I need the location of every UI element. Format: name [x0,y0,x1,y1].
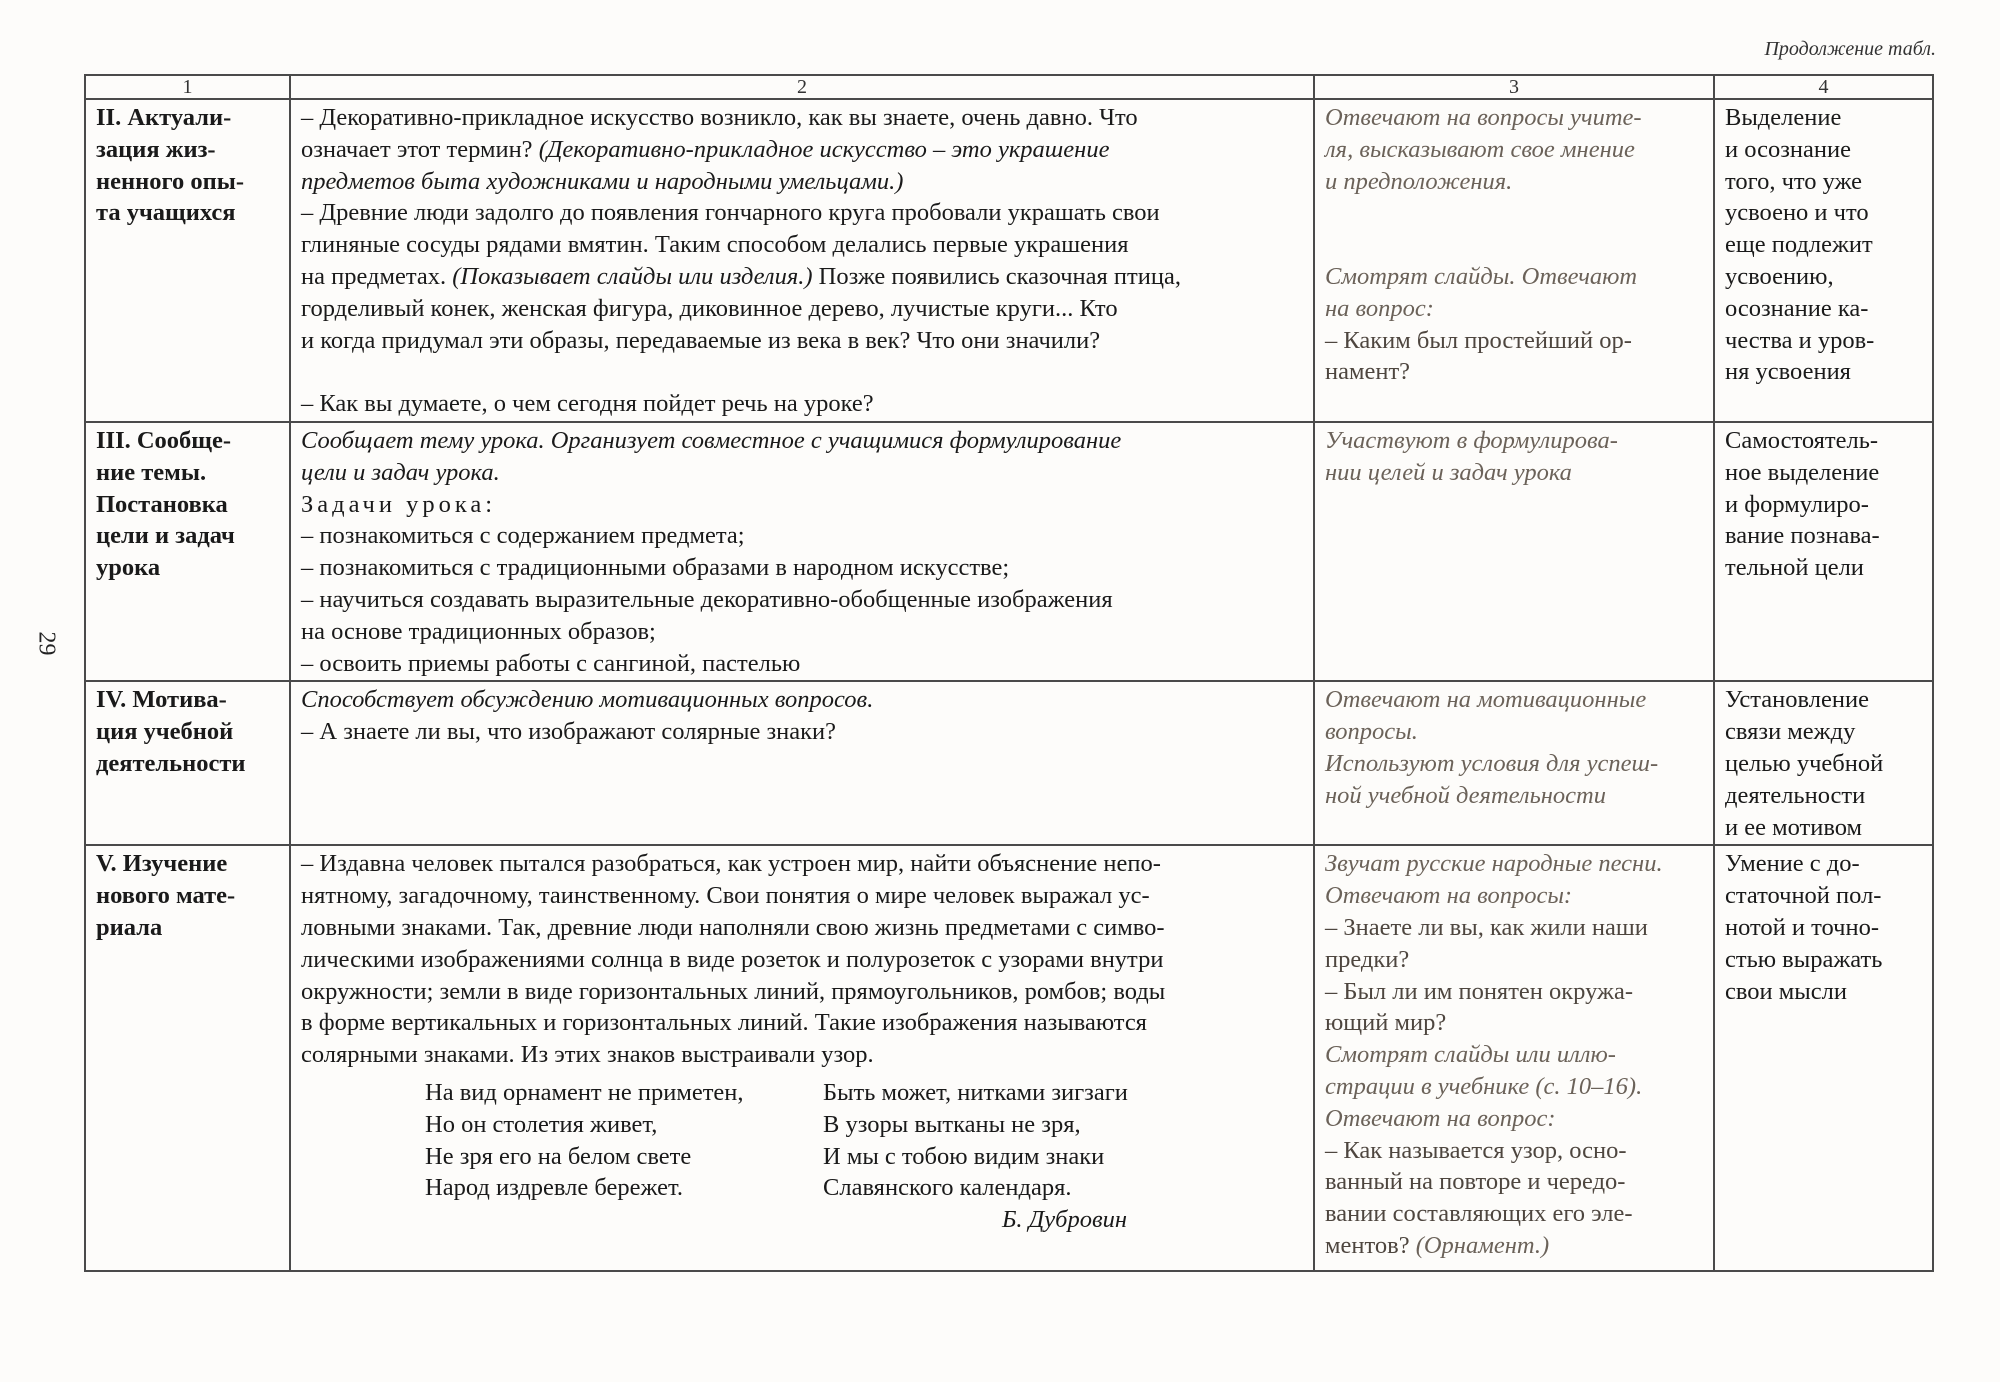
column-number: 1 [85,75,290,99]
column-number: 4 [1714,75,1933,99]
student-line [1325,748,1703,780]
outcome-line: свои мысли [1725,977,1847,1005]
student-line [1325,976,1703,1008]
student-line [1325,1103,1703,1135]
student-line [1325,880,1703,912]
student-activity-cell [1314,845,1714,1271]
teacher-line [301,134,1303,166]
stage-line: деятельности [96,749,246,777]
teacher-line-text: – Древние люди задолго до появления гончарного круга пробовали украшать свои [301,199,1160,227]
stage-line: IV. Мотива- [96,686,227,714]
student-line-text: Используют условия для успеш- [1325,749,1659,777]
student-line-text: вопросы. [1325,718,1418,746]
student-line-text: предки? [1325,945,1410,973]
student-line [1325,457,1703,489]
student-line-text: вании составляющих его эле- [1325,1200,1633,1228]
student-line-text: ля, высказывают свое мнение [1325,135,1635,163]
poem [425,1077,1303,1204]
outcome-line: целью учебной [1725,749,1884,777]
student-line [1325,716,1703,748]
student-line-text: – Был ли им понятен окружа- [1325,977,1633,1005]
teacher-line-text: Способствует обсуждению мотивационных вопросов. [301,686,874,714]
poem-author: Б. Дубровин [1001,1206,1127,1234]
teacher-line-text: – научиться создавать выразительные декоративно-обобщенные изображения [301,585,1113,613]
teacher-line [301,489,1303,521]
teacher-line-text: ловными знаками. Так, древние люди наполняли свою жизнь предметами с симво- [301,913,1165,941]
student-line-text: – Как называется узор, осно- [1325,1136,1627,1164]
page-number: 29 [33,631,60,656]
outcome-line: и формулиро- [1725,490,1869,518]
table-row [85,845,1933,1271]
teacher-line [301,880,1303,912]
student-line [1325,684,1703,716]
column-number: 3 [1314,75,1714,99]
outcome-line: усвоению, [1725,262,1834,290]
teacher-line-text: – А знаете ли вы, что изображают солярные знаки? [301,718,837,746]
outcome-line: осознание ка- [1725,294,1869,322]
learning-outcome-cell [1714,845,1933,1271]
teacher-line-text: лическими изображениями солнца в виде розеток и полурозеток с узорами внутри [301,945,1164,973]
student-line-text: страции в учебнике (с. 10–16). [1325,1072,1643,1100]
teacher-line [301,716,1303,748]
student-line [1325,780,1703,812]
teacher-line-text: – Декоративно-прикладное искусство возникло, как вы знаете, очень давно. Что [301,104,1138,131]
outcome-line: Установление [1725,686,1869,714]
poem-stanza [425,1077,823,1204]
student-line-text: Отвечают на вопрос: [1325,1104,1556,1132]
outcome-line: ня усвоения [1725,358,1851,386]
teacher-line [301,457,1303,489]
poem-line: И мы с тобою видим знаки [823,1142,1105,1170]
student-activity-cell [1314,681,1714,845]
teacher-line [301,293,1303,325]
teacher-line-text: глиняные сосуды рядами вмятин. Таким способом делались первые украшения [301,231,1129,259]
student-line [1325,1135,1703,1167]
lesson-table [84,74,1934,1272]
teacher-line [301,261,1303,293]
student-line-text: Участвуют в формулирова- [1325,426,1618,454]
outcome-line: связи между [1725,718,1856,746]
teacher-line-text: и когда придумал эти образы, передаваемые из века в век? Что они значили? [301,326,1101,354]
teacher-line-text: – познакомиться с содержанием предмета; [301,522,745,550]
learning-outcome-cell [1714,422,1933,681]
outcome-line: чества и уров- [1725,326,1875,354]
student-line [1325,102,1703,134]
table-row [85,99,1933,422]
poem-line: Но он столетия живет, [425,1110,658,1138]
teacher-line-aside: (Декоративно-прикладное искусство – это украшение [538,135,1110,163]
teacher-line [301,388,1303,420]
outcome-line: деятельности [1725,781,1866,809]
stage-line: ненного опы- [96,167,245,195]
stage-line: риала [96,913,163,941]
outcome-line: Самостоятель- [1725,426,1879,454]
student-line-aside: (Орнамент.) [1415,1231,1550,1259]
teacher-activity-cell [290,681,1314,845]
teacher-line-text: окружности; земли в виде горизонтальных линий, прямоугольников, ромбов; воды [301,977,1166,1005]
teacher-line [301,584,1303,616]
table-row [85,681,1933,845]
stage-cell [85,99,290,422]
student-activity-cell [1314,422,1714,681]
student-line [1325,944,1703,976]
outcome-line: тельной цели [1725,554,1864,582]
teacher-line [301,229,1303,261]
teacher-line [301,325,1303,357]
student-line [1325,1007,1703,1039]
outcome-line: того, что уже [1725,167,1863,195]
student-line [1325,356,1703,388]
teacher-line-tail: Позже появились сказочная птица, [812,262,1181,290]
teacher-line-text: – познакомиться с традиционными образами в народном искусстве; [301,554,1010,582]
teacher-line-text: нятному, загадочному, таинственному. Свои понятия о мире человек выражал ус- [301,882,1150,910]
student-line-text: ментов? [1325,1231,1416,1259]
student-line [1325,325,1703,357]
stage-line: ние темы. [96,458,207,486]
teacher-line-text: на основе традиционных образов; [301,617,656,645]
stage-line: II. Актуали- [96,104,232,131]
column-number: 2 [290,75,1314,99]
student-line-text: Звучат русские народные песни. [1325,850,1663,878]
outcome-line: ное выделение [1725,458,1880,486]
student-line-text: Отвечают на вопросы учите- [1325,104,1642,131]
poem-stanza [823,1077,1221,1204]
student-line [1325,912,1703,944]
teacher-line-text: Сообщает тему урока. Организует совместное с учащимися формулирование [301,426,1122,454]
stage-line: та учащихся [96,199,236,227]
stage-cell [85,422,290,681]
student-line-text: Отвечают на вопросы: [1325,882,1573,910]
teacher-line [301,102,1303,134]
teacher-line-text: Задачи урока: [301,490,497,518]
teacher-line [301,1039,1303,1071]
stage-line: зация жиз- [96,135,216,163]
poem-line: Народ издревле бережет. [425,1174,683,1202]
poem-line: Славянского календаря. [823,1174,1072,1202]
student-line [1325,1230,1703,1262]
student-line [1325,1166,1703,1198]
teacher-line-text: горделивый конек, женская фигура, диковинное дерево, лучистые круги... Кто [301,294,1118,322]
teacher-line [301,425,1303,457]
outcome-line: вание познава- [1725,522,1880,550]
stage-line: V. Изучение [96,850,228,878]
teacher-line-text: в форме вертикальных и горизонтальных линий. Такие изображения называются [301,1009,1147,1037]
student-line [1325,229,1703,261]
student-line-text: на вопрос: [1325,294,1434,322]
student-line-text: ной учебной деятельности [1325,781,1606,809]
student-line [1325,1039,1703,1071]
stage-line: цели и задач [96,522,235,550]
teacher-line [301,912,1303,944]
student-line [1325,197,1703,229]
outcome-line: Умение с до- [1725,850,1860,878]
teacher-activity-cell [290,845,1314,1271]
outcome-line: статочной пол- [1725,882,1882,910]
teacher-line [301,648,1303,680]
student-line-text: Отвечают на мотивационные [1325,686,1647,714]
student-line [1325,1198,1703,1230]
outcome-line: стью выражать [1725,945,1883,973]
student-line-text: ванный на повторе и чередо- [1325,1168,1626,1196]
outcome-line: еще подлежит [1725,231,1873,259]
outcome-line: и осознание [1725,135,1851,163]
stage-line: ция учебной [96,718,234,746]
teacher-line-text: солярными знаками. Из этих знаков выстраивали узор. [301,1041,874,1069]
student-line [1325,1071,1703,1103]
stage-line: III. Сообще- [96,426,232,454]
outcome-line: Выделение [1725,104,1842,131]
student-line [1325,425,1703,457]
teacher-line-aside: (Показывает слайды или изделия.) [452,262,813,290]
outcome-line: усвоено и что [1725,199,1869,227]
teacher-activity-cell [290,99,1314,422]
teacher-line-text: означает этот термин? [301,135,539,163]
teacher-line [301,1007,1303,1039]
teacher-line [301,197,1303,229]
student-line-text: нии целей и задач урока [1325,458,1572,486]
continuation-caption: Продолжение табл. [1764,38,1936,60]
teacher-line [301,976,1303,1008]
poem-line: Не зря его на белом свете [425,1142,692,1170]
teacher-line-text: на предметах. [301,262,453,290]
student-line [1325,166,1703,198]
teacher-line [301,552,1303,584]
student-line-text: и предположения. [1325,167,1513,195]
stage-line: нового мате- [96,882,236,910]
learning-outcome-cell [1714,99,1933,422]
student-activity-cell [1314,99,1714,422]
teacher-line-text: цели и задач урока. [301,458,500,486]
teacher-line [301,520,1303,552]
teacher-line [301,684,1303,716]
teacher-line [301,848,1303,880]
student-line-text: Смотрят слайды. Отвечают [1325,262,1638,290]
poem-line: В узоры вытканы не зря, [823,1110,1081,1138]
poem-line: Быть может, нитками зигзаги [823,1078,1128,1106]
outcome-line: нотой и точно- [1725,913,1879,941]
student-line-text: намент? [1325,358,1411,386]
stage-line: урока [96,554,161,582]
student-line [1325,293,1703,325]
student-line [1325,848,1703,880]
student-line-text: Смотрят слайды или иллю- [1325,1041,1616,1069]
stage-line: Постановка [96,490,228,518]
learning-outcome-cell [1714,681,1933,845]
student-line-text: – Знаете ли вы, как жили наши [1325,913,1648,941]
student-line [1325,134,1703,166]
student-line-text: ющий мир? [1325,1009,1447,1037]
outcome-line: и ее мотивом [1725,813,1863,841]
stage-cell [85,845,290,1271]
teacher-activity-cell [290,422,1314,681]
student-line-text: – Каким был простейший ор- [1325,326,1632,354]
poem-line: На вид орнамент не приметен, [425,1078,744,1106]
table-row [85,422,1933,681]
stage-cell [85,681,290,845]
teacher-line [301,616,1303,648]
teacher-line-text: – Издавна человек пытался разобраться, как устроен мир, найти объяснение непо- [301,850,1161,878]
column-number-row [85,75,1933,99]
teacher-line-text: предметов быта художниками и народными умельцами.) [301,167,904,195]
teacher-line-text: – освоить приемы работы с сангиной, пастелью [301,649,801,677]
teacher-line [301,356,1303,388]
teacher-line-text: – Как вы думаете, о чем сегодня пойдет речь на уроке? [301,390,874,418]
student-line [1325,261,1703,293]
teacher-line [301,944,1303,976]
teacher-line [301,166,1303,198]
